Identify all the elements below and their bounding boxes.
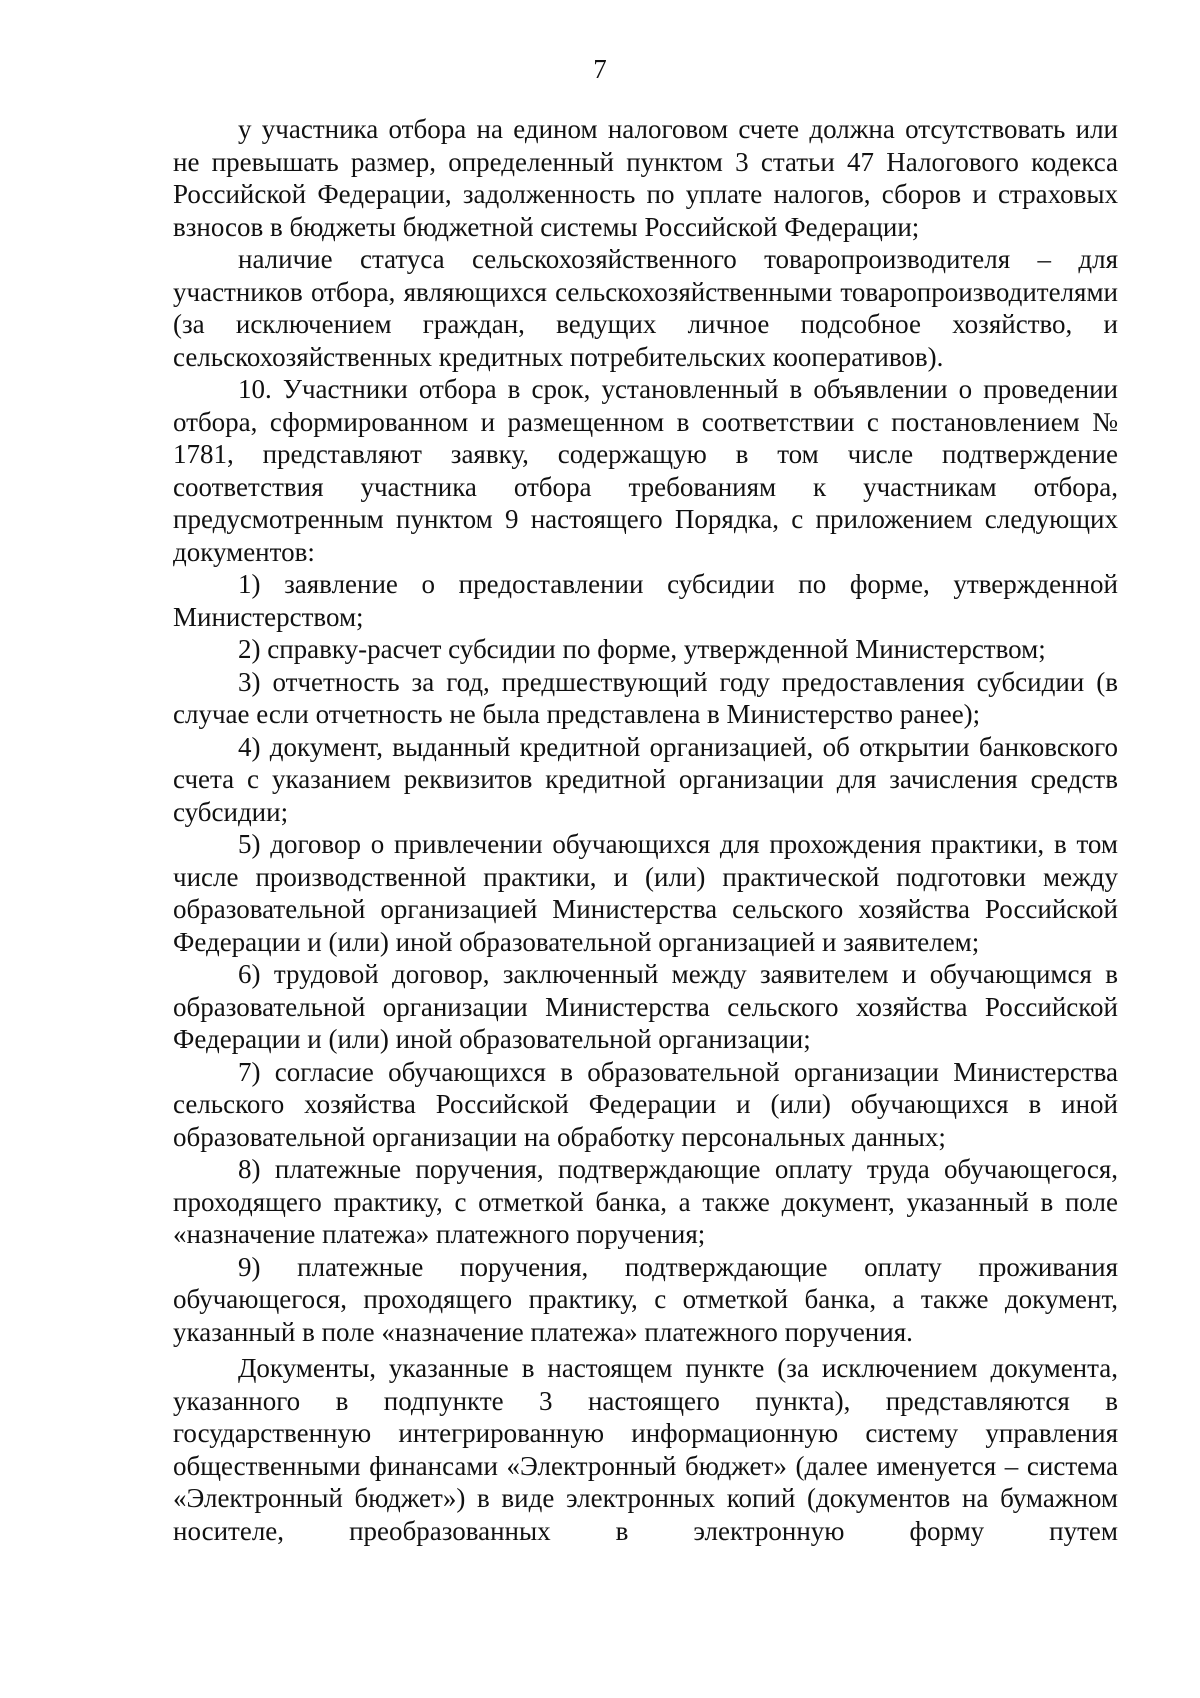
list-item-6: 6) трудовой договор, заключенный между заявителем и обучающимся в образовательной организации Министерства сельского хозяйства Российской Федерации и (или) иной образовательной организации; <box>173 959 1118 1054</box>
paragraph-item-10: 10. Участники отбора в срок, установленный в объявлении о проведении отбора, сформированном и размещенном в соответствии с постановлением № 1781, представляют заявку, содержащую в том числе подтверждение соответствия участника отбора требованиям к участникам отбора, предусмотренным пунктом 9 настоящего Порядка, с приложением следующих документов: <box>173 374 1118 567</box>
list-item-5: 5) договор о привлечении обучающихся для прохождения практики, в том числе производственной практики, и (или) практической подготовки между образовательной организацией Министерства сельского хозяйства Российской Федерации и (или) иной образовательной организацией и заявителем; <box>173 829 1118 957</box>
paragraph-tax-debt: у участника отбора на едином налоговом счете должна отсутствовать или не превышать размер, определенный пунктом 3 статьи 47 Налогового кодекса Российской Федерации, задолженность по уплате налогов, сборов и страховых взносов в бюджеты бюджетной системы Российской Федерации; <box>173 114 1118 242</box>
document-body <box>173 113 1118 1547</box>
page-number: 7 <box>593 54 607 84</box>
list-item-2: 2) справку-расчет субсидии по форме, утвержденной Министерством; <box>238 634 1046 664</box>
paragraph-documents-submission: Документы, указанные в настоящем пункте (за исключением документа, указанного в подпункте 3 настоящего пункта), представляются в государственную интегрированную информационную систему управления общественными финансами «Электронный бюджет» (далее именуется – система «Электронный бюджет») в виде электронных копий (документов на бумажном носителе, преобразованных в электронную форму путем <box>173 1353 1118 1546</box>
list-item-8: 8) платежные поручения, подтверждающие оплату труда обучающегося, проходящего практику, с отметкой банка, а также документ, указанный в поле «назначение платежа» платежного поручения; <box>173 1154 1118 1249</box>
list-item-7: 7) согласие обучающихся в образовательной организации Министерства сельского хозяйства Российской Федерации и (или) обучающихся в иной образовательной организации на обработку персональных данных; <box>173 1056 1118 1152</box>
list-item-3: 3) отчетность за год, предшествующий году предоставления субсидии (в случае если отчетность не была представлена в Министерство ранее); <box>173 666 1118 729</box>
list-item-9: 9) платежные поручения, подтверждающие оплату проживания обучающегося, проходящего практику, с отметкой банка, а также документ, указанный в поле «назначение платежа» платежного поручения. <box>173 1251 1118 1347</box>
paragraph-producer-status: наличие статуса сельскохозяйственного товаропроизводителя – для участников отбора, являющихся сельскохозяйственными товаропроизводителями (за исключением граждан, ведущих личное подсобное хозяйство, и сельскохозяйственных кредитных потребительских кооперативов). <box>173 244 1118 372</box>
list-item-4: 4) документ, выданный кредитной организацией, об открытии банковского счета с указанием реквизитов кредитной организации для зачисления средств субсидии; <box>173 731 1118 827</box>
list-item-1: 1) заявление о предоставлении субсидии по форме, утвержденной Министерством; <box>173 569 1118 632</box>
